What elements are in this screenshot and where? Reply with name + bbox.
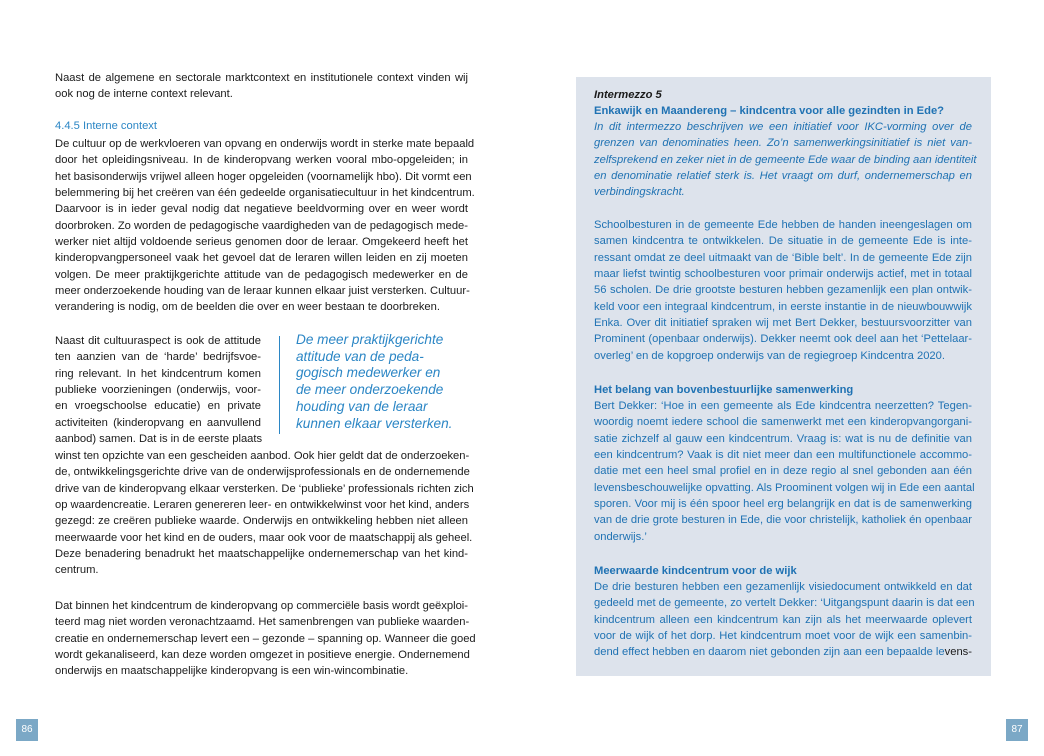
- text-line: verandering is nodig, om de beelden die over en weer bestaan te doorbreken.: [55, 301, 440, 314]
- body-paragraph-2-wide: [55, 448, 474, 579]
- text-line: de, ontwikkelingsgerichte drive van de onderwijsprofessionals en de ondernemende: [55, 466, 470, 479]
- text-line: en denominatie relatief sterk is. Het vraagt om durf, ondernemerschap en: [594, 170, 972, 183]
- text-line: sporen. Voor mij is één spoor heel erg belangrijk en dat is de samenwerking: [594, 498, 972, 511]
- text-line: winst ten opzichte van een gescheiden aanbod. Ook hier geldt dat de onderzoeken-: [55, 450, 470, 462]
- text-line: zelfsprekend en zeker niet in de gemeente Ede waar de binding aan identiteit: [594, 153, 977, 166]
- text-line: Naast dit cultuuraspect is ook de attitude: [55, 335, 261, 347]
- intermezzo-intro: [594, 119, 977, 201]
- intermezzo-paragraph-1: [594, 217, 972, 364]
- text-line: activiteiten (kinderopvang en aanvullend: [55, 416, 261, 429]
- text-line: centrum.: [55, 564, 99, 577]
- section-heading: 4.4.5 Interne context: [55, 120, 157, 132]
- text-line: voor de wijk of het dorp. Het kindcentrum moet voor de wijk een samenbin-: [594, 630, 972, 643]
- text-line: creatie en ondernemerschap levert een – gezonde – spanning op. Wanneer die goed: [55, 632, 476, 645]
- intermezzo-title: Enkawijk en Maandereng – kindcentra voor alle gezindten in Ede?: [594, 105, 945, 117]
- text-line: In dit intermezzo beschrijven we een initiatief voor IKC-vorming over de: [594, 121, 972, 133]
- pull-quote-rule: [279, 336, 280, 434]
- text-line: op waardencreatie. Leraren genereren leer- en ontwikkelwinst voor het kind, anders: [55, 499, 470, 512]
- pull-quote: [296, 332, 486, 432]
- text-line: onderwijs.’: [594, 530, 647, 543]
- text-line: satie zichzelf al gauw een kindcentrum. Vraag is: wat is nu de definitie van: [594, 432, 972, 445]
- text-line: De cultuur op de werkvloeren van opvang en onderwijs wordt in sterke mate bepaald: [55, 138, 475, 150]
- text-line: datie met een heel smal profiel en in deze regio al snel gebonden aan één: [594, 465, 972, 478]
- text-line-tail: vens-: [944, 646, 972, 659]
- text-line: en vroegschoolse educatie) en private: [55, 400, 261, 413]
- text-line: verbindingskracht.: [594, 186, 685, 199]
- intro-paragraph: [55, 70, 468, 103]
- text-line: door het opleidingsniveau. In de kinderopvang werken vooral mbo-opgeleiden; in: [55, 154, 468, 167]
- text-line: een kindcentrum? Vaak is dit niet meer dan een multifunctionele accommo-: [594, 449, 972, 462]
- intermezzo-subheading-2: Meerwaarde kindcentrum voor de wijk: [594, 565, 797, 577]
- text-line: gogisch medewerker en: [296, 365, 441, 381]
- text-line: Schoolbesturen in de gemeente Ede hebben de handen ineengeslagen om: [594, 219, 972, 231]
- text-line: attitude van de peda-: [296, 348, 424, 364]
- text-line: Bert Dekker: ‘Hoe in een gemeente als Ede kindcentra neerzetten? Tegen-: [594, 400, 972, 412]
- text-line: publieke voorzieningen (onderwijs, voor-: [55, 384, 261, 397]
- text-line: woordig noemt iedere school die samenwerkt met een kinderopvangorgani-: [594, 416, 972, 429]
- page-number-right: 87: [1006, 719, 1028, 741]
- text-line: De meer praktijkgerichte: [296, 332, 444, 347]
- body-paragraph-1: [55, 136, 475, 316]
- text-line: Daarvoor is in ieder geval nodig dat negatieve beeldvorming over en weer wordt: [55, 203, 468, 216]
- text-line: ressant omdat ze deel uitmaakt van de ‘Bible belt’. In de gemeente Ede zijn: [594, 251, 972, 264]
- text-line: volgen. De meer praktijkgerichte attitude van de pedagogisch medewerker en de: [55, 268, 468, 281]
- text-line: wordt gekanaliseerd, kan deze worden omgezet in positieve energie. Ondernemend: [55, 649, 470, 662]
- text-line: het basisonderwijs vrijwel alleen hoger opgeleiden (voornamelijk hbo). Dit vormt een: [55, 170, 472, 183]
- text-line: belemmering bij het creëren van één gedeelde organisatiecultuur in het kindcentrum.: [55, 187, 475, 200]
- text-line: keld voor een integraal kindcentrum, in eerste instantie in de nieuwbouwwijk: [594, 300, 972, 313]
- text-line: werker niet altijd voldoende serieus genomen door de leraar. Omgekeerd heeft het: [55, 236, 468, 249]
- text-line: teerd mag niet worden veronachtzaamd. Het samenbrengen van publieke waarden-: [55, 616, 470, 629]
- text-line: van de drie grote besturen in Ede, die voor christelijk, katholiek én openbaar: [594, 514, 972, 527]
- text-line: de meer onderzoekende: [296, 382, 444, 398]
- text-line: Naast de algemene en sectorale marktcontext en institutionele context vinden wij: [55, 72, 468, 84]
- text-line: kunnen elkaar versterken.: [296, 415, 453, 431]
- text-line: doorbroken. Zo worden de pedagogische vaardigheden van de pedagogisch mede-: [55, 219, 468, 232]
- text-line: samen kindcentra te ontwikkelen. De situatie in de gemeente Ede is inte-: [594, 235, 972, 248]
- page-number-left: 86: [16, 719, 38, 741]
- text-line: grenzen van denominaties heen. Zo’n samenwerkingsinitiatief is niet van-: [594, 137, 972, 150]
- text-line: ook nog de interne context relevant.: [55, 88, 233, 101]
- text-line: gedeeld met de gemeente, zo vertelt Dekker: ‘Uitgangspunt daarin is dat een: [594, 597, 975, 610]
- text-line: kindcentrum alleen een kindcentrum kan zijn als het meerwaarde oplevert: [594, 613, 972, 626]
- text-line: onderwijs en maatschappelijke kinderopvang is een win-wincombinatie.: [55, 665, 409, 678]
- text-line: Prominent (openbaar onderwijs). Dekker neemt ook deel aan het ‘Pettelaar-: [594, 333, 972, 346]
- body-paragraph-2-narrow: [55, 333, 261, 447]
- text-line: ten aanzien van de ‘harde’ bedrijfsvoe-: [55, 351, 261, 364]
- text-line: maar liefst twintig schoolbesturen voor primair onderwijs actief, met in totaal: [594, 268, 972, 281]
- text-line: meerwaarde voor het kind en de ouders, maar ook voor de maatschappij als geheel.: [55, 531, 473, 544]
- text-line: Dat binnen het kindcentrum de kinderopvang op commerciële basis wordt geëxploi-: [55, 600, 468, 612]
- intermezzo-subheading-1: Het belang van bovenbestuurlijke samenwerking: [594, 384, 854, 396]
- text-line: drive van de kinderopvang elkaar versterken. De ‘publieke’ professionals richten zich: [55, 482, 474, 495]
- text-line: meer onderzoekende houding van de leraar kunnen elkaar juist versterken. Cultuur-: [55, 285, 470, 298]
- text-line: 56 scholen. De drie grootste besturen hebben gezamenlijk een plan ontwik-: [594, 284, 972, 297]
- text-line: houding van de leraar: [296, 398, 428, 414]
- text-line: gezegd: ze creëren publieke waarde. Onderwijs en ontwikkeling hebben niet alleen: [55, 515, 468, 528]
- text-line: kinderopvangpersoneel vaak het gevoel dat de leraren willen leiden en zij moeten: [55, 252, 468, 265]
- body-paragraph-3: [55, 598, 476, 680]
- intermezzo-label: Intermezzo 5: [594, 89, 662, 101]
- text-line: ring relevant. In het kindcentrum komen: [55, 367, 261, 380]
- intermezzo-paragraph-2: [594, 398, 975, 545]
- text-line: aanbod) samen. Dat is in de eerste plaats: [55, 433, 263, 446]
- text-line: De drie besturen hebben een gezamenlijk visiedocument ontwikkeld en dat: [594, 581, 972, 593]
- text-line: levensbeschouwelijke opvatting. Als Proominent volgen wij in Ede een aantal: [594, 481, 975, 494]
- text-line: Deze benadering benadrukt het maatschappelijke ondernemerschap van het kind-: [55, 548, 468, 561]
- text-line: Enka. Over dit initiatief spraken wij met Bert Dekker, bestuursvoorzitter van: [594, 317, 972, 330]
- intermezzo-paragraph-3: [594, 579, 975, 661]
- text-line: overleg’ en de kopgroep onderwijs van de regiegroep Kindcentra 2020.: [594, 349, 945, 362]
- text-line: dend effect hebben en daarom niet gebonden zijn aan een bepaalde levens-: [594, 646, 972, 659]
